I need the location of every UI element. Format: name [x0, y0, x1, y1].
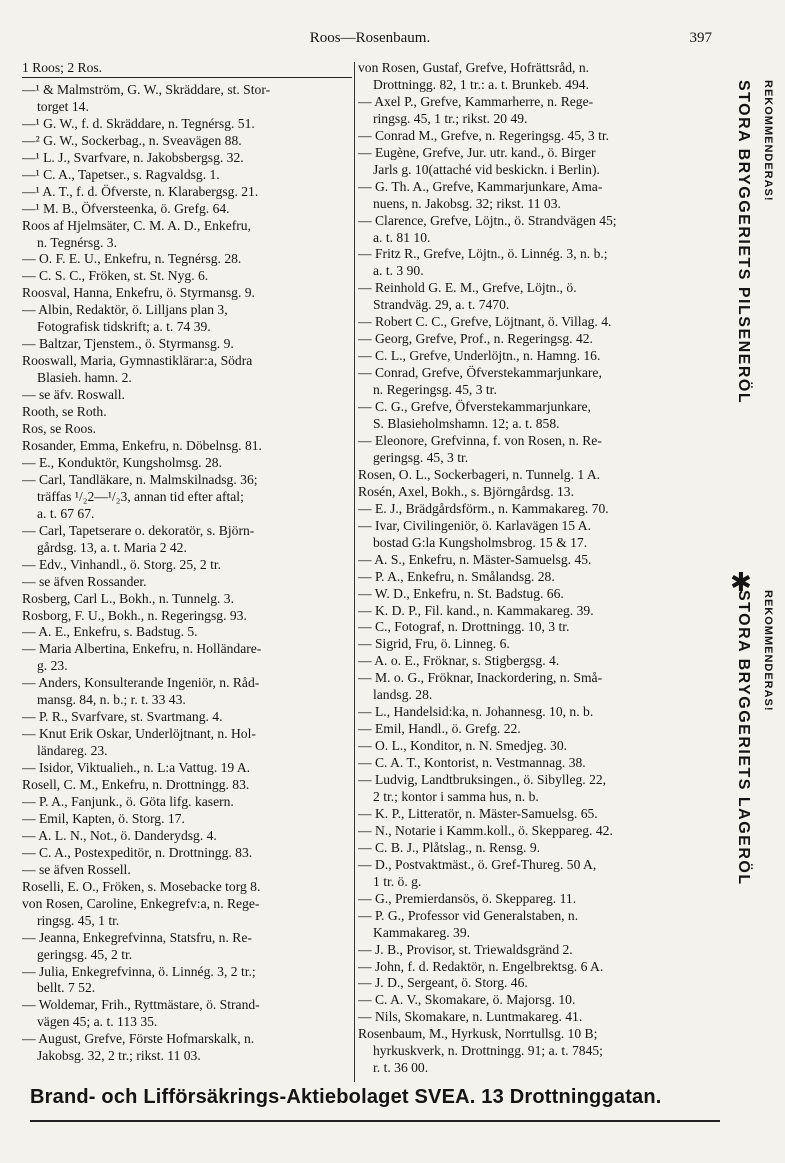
- entry-continuation-line: S. Blasieholmshamn. 12; a. t. 858.: [373, 416, 560, 432]
- entry-continuation-line: ringsg. 45, 1 tr.; rikst. 20 49.: [373, 110, 528, 126]
- directory-entry-line: Rosén, Axel, Bokh., s. Björngårdsg. 13.: [358, 483, 574, 499]
- entry-continuation-line: ländareg. 23.: [37, 743, 108, 759]
- entry-continuation-line: 2 tr.; kontor i samma hus, n. b.: [373, 788, 539, 804]
- directory-entry-line: — C. A. V., Skomakare, ö. Majorsg. 10.: [358, 992, 576, 1008]
- entry-continuation-line: Drottningg. 82, 1 tr.: a. t. Brunkeb. 494.: [373, 76, 589, 92]
- directory-entry-line: — P. A., Enkefru, n. Smålandsg. 28.: [358, 568, 555, 584]
- entry-continuation-line: mansg. 84, n. b.; r. t. 33 43.: [37, 692, 186, 708]
- side-ad-pilsner-text: STORA BRYGGERIETS PILSENERÖL: [735, 80, 752, 405]
- side-ad-lager-text: STORA BRYGGERIETS LAGERÖL: [735, 590, 752, 886]
- entry-continuation-line: torget 14.: [37, 98, 89, 114]
- directory-entry-line: von Rosen, Caroline, Enkegrefv:a, n. Rege-: [22, 895, 260, 911]
- directory-entry-line: — J. B., Provisor, st. Triewaldsgränd 2.: [358, 941, 573, 957]
- directory-entry-line: — se äfv. Roswall.: [22, 387, 125, 403]
- directory-entry-line: — K. P., Litteratör, n. Mäster-Samuelsg. 65.: [358, 805, 598, 821]
- directory-entry-line: — P. A., Fanjunk., ö. Göta lifg. kasern.: [22, 793, 234, 809]
- directory-entry-line: — Axel P., Grefve, Kammarherre, n. Rege-: [358, 93, 594, 109]
- directory-entry-line: — O. F. E. U., Enkefru, n. Tegnérsg. 28.: [22, 251, 242, 267]
- entry-continuation-line: hyrkuskverk, n. Drottningg. 91; a. t. 7845;: [373, 1043, 603, 1059]
- directory-entry-line: von Rosen, Gustaf, Grefve, Hofrättsråd, n.: [358, 60, 590, 75]
- entry-continuation-line: gårdsg. 13, a. t. Maria 2 42.: [37, 539, 187, 555]
- directory-entry-line: — Robert C. C., Grefve, Löjtnant, ö. Villag. 4.: [358, 314, 612, 330]
- directory-entry-line: — Maria Albertina, Enkefru, n. Holländare-: [22, 641, 262, 657]
- directory-entry-line: — Baltzar, Tjenstem., ö. Styrmansg. 9.: [22, 336, 234, 352]
- directory-entry-line: — Conrad, Grefve, Öfverstekammarjunkare,: [358, 365, 602, 381]
- entry-continuation-line: ringsg. 45, 1 tr.: [37, 912, 120, 928]
- directory-entry-line: — Anders, Konsulterande Ingeniör, n. Råd-: [22, 675, 260, 691]
- directory-entry-line: — Knut Erik Oskar, Underlöjtnant, n. Hol-: [22, 726, 256, 742]
- entry-continuation-line: bostad G:la Kungsholmsbrog. 15 & 17.: [373, 534, 588, 550]
- directory-entry-line: — A. L. N., Not., ö. Danderydsg. 4.: [22, 827, 217, 843]
- directory-entry-line: — C. G., Grefve, Öfverstekammarjunkare,: [358, 399, 591, 415]
- directory-entry-line: Rosell, C. M., Enkefru, n. Drottningg. 83.: [22, 777, 250, 793]
- side-ad-lager-sub: REKOMMENDERAS!: [762, 590, 774, 712]
- directory-entry-line: — Eugène, Grefve, Jur. utr. kand., ö. Birger: [358, 144, 596, 160]
- directory-entry-line: — Sigrid, Fru, ö. Linneg. 6.: [358, 636, 510, 652]
- directory-entry-line: — W. D., Enkefru, n. St. Badstug. 66.: [358, 585, 564, 601]
- directory-entry-line: — Georg, Grefve, Prof., n. Regeringsg. 42.: [358, 331, 593, 347]
- directory-entry-line: — M. o. G., Fröknar, Inackordering, n. Små-: [358, 670, 603, 686]
- directory-entry-line: Ros, se Roos.: [22, 421, 97, 437]
- entry-continuation-line: Strandväg. 29, a. t. 7470.: [373, 297, 510, 313]
- directory-entry-line: — C. A. T., Kontorist, n. Vestmannag. 38.: [358, 755, 586, 771]
- directory-entry-line: — John, f. d. Redaktör, n. Engelbrektsg. 6 A.: [358, 958, 604, 974]
- directory-entry-line: — D., Postvaktmäst., ö. Gref-Thureg. 50 A,: [358, 856, 597, 872]
- directory-entry-line: — A. S., Enkefru, n. Mäster-Samuelsg. 45.: [358, 551, 592, 567]
- entry-continuation-line: vägen 45; a. t. 113 35.: [37, 1014, 158, 1030]
- directory-entry-line: Rosen, O. L., Sockerbageri, n. Tunnelg. 1 A.: [358, 466, 601, 482]
- directory-entry-line: — J. D., Sergeant, ö. Storg. 46.: [358, 975, 528, 991]
- side-ad-pilsner-sub: REKOMMENDERAS!: [762, 80, 774, 202]
- directory-entry-line: — Isidor, Viktualieh., n. L:a Vattug. 19 A.: [22, 760, 251, 776]
- directory-entry-line: — Carl, Tandläkare, n. Malmskilnadsg. 36;: [22, 471, 258, 487]
- directory-entry-line: — C. A., Postexpeditör, n. Drottningg. 83.: [22, 844, 253, 860]
- entry-continuation-line: bellt. 7 52.: [37, 980, 96, 996]
- directory-entry-line: Rooth, se Roth.: [22, 404, 107, 420]
- directory-entry-line: — A. E., Enkefru, s. Badstug. 5.: [22, 624, 198, 640]
- directory-entry-line: — Ivar, Civilingeniör, ö. Karlavägen 15 A.: [358, 517, 591, 533]
- directory-entry-line: — Julia, Enkegrefvinna, ö. Linnég. 3, 2 tr.;: [22, 963, 256, 979]
- directory-entry-line: — P. R., Svarfvare, st. Svartmang. 4.: [22, 709, 223, 725]
- directory-entry-line: Roosval, Hanna, Enkefru, ö. Styrmansg. 9.: [22, 285, 255, 301]
- entry-continuation-line: geringsg. 45, 2 tr.: [37, 946, 133, 962]
- entry-continuation-line: a. t. 3 90.: [373, 263, 424, 279]
- directory-entry-line: — August, Grefve, Förste Hofmarskalk, n.: [22, 1031, 255, 1047]
- directory-entry-line: — Fritz R., Grefve, Löjtn., ö. Linnég. 3, n. b.;: [358, 246, 608, 262]
- directory-entry-line: — Clarence, Grefve, Löjtn., ö. Strandvägen 45;: [358, 212, 617, 228]
- directory-entry-line: — C., Fotograf, n. Drottningg. 10, 3 tr.: [358, 619, 570, 635]
- entry-continuation-line: Jakobsg. 32, 2 tr.; rikst. 11 03.: [37, 1048, 201, 1064]
- directory-entry-line: — Jeanna, Enkegrefvinna, Statsfru, n. Re-: [22, 929, 252, 945]
- directory-entry-line: — Edv., Vinhandl., ö. Storg. 25, 2 tr.: [22, 556, 222, 572]
- entry-continuation-line: träffas ¹/₂2—¹/₂3, annan tid efter aftal;: [37, 488, 244, 504]
- directory-entry-line: — Emil, Kapten, ö. Storg. 17.: [22, 810, 185, 826]
- entry-continuation-line: n. Tegnérsg. 3.: [37, 234, 117, 250]
- entry-continuation-line: Blasieh. hamn. 2.: [37, 370, 132, 386]
- directory-entry-line: — K. D. P., Fil. kand., n. Kammakareg. 39.: [358, 602, 594, 618]
- directory-entry-line: 1 Roos; 2 Ros.: [22, 60, 352, 78]
- entry-continuation-line: n. Regeringsg. 45, 3 tr.: [373, 382, 497, 398]
- directory-entry-line: — N., Notarie i Kamm.koll., ö. Skeppareg. 42.: [358, 822, 613, 838]
- directory-entry-line: — G., Premierdansös, ö. Skeppareg. 11.: [358, 890, 577, 906]
- directory-entry-line: Roselli, E. O., Fröken, s. Mosebacke torg 8.: [22, 878, 261, 894]
- page-number: 397: [689, 30, 712, 46]
- directory-entry-line: — Conrad M., Grefve, n. Regeringsg. 45, 3 tr.: [358, 127, 610, 143]
- side-advertisement: [716, 70, 780, 1080]
- directory-entry-line: — Woldemar, Frih., Ryttmästare, ö. Strand-: [22, 997, 260, 1013]
- directory-entry-line: — E., Konduktör, Kungsholmsg. 28.: [22, 454, 222, 470]
- entry-continuation-line: Jarls g. 10(attaché vid beskickn. i Berlin).: [373, 161, 600, 177]
- entry-continuation-line: landsg. 28.: [373, 687, 433, 703]
- directory-entry-line: — Emil, Handl., ö. Grefg. 22.: [358, 721, 521, 737]
- directory-entry-line: — C. L., Grefve, Underlöjtn., n. Hamng. 16.: [358, 348, 601, 364]
- directory-entry-line: —¹ & Malmström, G. W., Skräddare, st. Stor-: [22, 81, 271, 97]
- entry-continuation-line: g. 23.: [37, 658, 68, 674]
- directory-entry-line: — Carl, Tapetserare o. dekoratör, s. Björn-: [22, 522, 255, 538]
- directory-entry-line: —² G. W., Sockerbag., n. Sveavägen 88.: [22, 132, 242, 148]
- directory-entry-line: —¹ L. J., Svarfvare, n. Jakobsbergsg. 32.: [22, 149, 244, 165]
- asterisk-star-icon: ✱: [730, 568, 752, 598]
- directory-entry-line: — O. L., Konditor, n. N. Smedjeg. 30.: [358, 738, 568, 754]
- directory-entry-line: — se äfven Rossell.: [22, 861, 131, 877]
- entry-continuation-line: r. t. 36 00.: [373, 1060, 429, 1076]
- entry-continuation-line: Fotografisk tidskrift; a. t. 74 39.: [37, 319, 211, 335]
- entry-continuation-line: 1 tr. ö. g.: [373, 873, 422, 889]
- directory-entry-line: — A. o. E., Fröknar, s. Stigbergsg. 4.: [358, 653, 560, 669]
- directory-entry-line: — Nils, Skomakare, n. Luntmakareg. 41.: [358, 1009, 583, 1025]
- directory-entry-line: —¹ C. A., Tapetser., s. Ragvaldsg. 1.: [22, 166, 220, 182]
- directory-entry-line: — se äfven Rossander.: [22, 573, 147, 589]
- left-column: [22, 60, 352, 1065]
- directory-entry-line: Roos af Hjelmsäter, C. M. A. D., Enkefru,: [22, 217, 252, 233]
- directory-entry-line: — Ludvig, Landtbruksingen., ö. Sibylleg. 22,: [358, 772, 607, 788]
- directory-entry-line: — E. J., Brädgårdsförm., n. Kammakareg. 70.: [358, 500, 609, 516]
- directory-entry-line: Rosborg, F. U., Bokh., n. Regeringsg. 93.: [22, 607, 247, 623]
- directory-entry-line: Rooswall, Maria, Gymnastiklärar:a, Södra: [22, 353, 253, 369]
- directory-entry-line: —¹ G. W., f. d. Skräddare, n. Tegnérsg. 51.: [22, 115, 255, 131]
- entry-continuation-line: Kammakareg. 39.: [373, 924, 471, 940]
- directory-entry-line: — C. S. C., Fröken, st. St. Nyg. 6.: [22, 268, 209, 284]
- directory-entry-line: — L., Handelsid:ka, n. Johannesg. 10, n. b.: [358, 704, 594, 720]
- directory-entry-line: — Eleonore, Grefvinna, f. von Rosen, n. Re-: [358, 432, 602, 448]
- directory-entry-line: —¹ A. T., f. d. Öfverste, n. Klarabergsg. 21.: [22, 183, 259, 199]
- column-divider: [354, 62, 355, 1082]
- directory-entry-line: — P. G., Professor vid Generalstaben, n.: [358, 907, 579, 923]
- running-title: Roos—Rosenbaum.: [309, 30, 431, 46]
- entry-continuation-line: a. t. 81 10.: [373, 229, 431, 245]
- directory-entry-line: —¹ M. B., Öfversteenka, ö. Grefg. 64.: [22, 200, 230, 216]
- entry-continuation-line: nuens, n. Jakobsg. 32; rikst. 11 03.: [373, 195, 561, 211]
- directory-entry-line: — Reinhold G. E. M., Grefve, Löjtn., ö.: [358, 280, 577, 296]
- footer-advertisement: Brand- och Lifförsäkrings-Aktiebolaget SVEA. 13 Drottninggatan.: [30, 1086, 720, 1122]
- directory-entry-line: — C. B. J., Plåtslag., n. Rensg. 9.: [358, 839, 541, 855]
- directory-entry-line: — Albin, Redaktör, ö. Lilljans plan 3,: [22, 302, 228, 318]
- directory-entry-line: Rosander, Emma, Enkefru, n. Döbelnsg. 81.: [22, 437, 262, 453]
- entry-continuation-line: a. t. 67 67.: [37, 505, 95, 521]
- directory-entry-line: Rosberg, Carl L., Bokh., n. Tunnelg. 3.: [22, 590, 234, 606]
- page-header: [28, 30, 712, 52]
- right-column: [358, 60, 704, 1077]
- directory-entry-line: Rosenbaum, M., Hyrkusk, Norrtullsg. 10 B;: [358, 1026, 598, 1042]
- entry-continuation-line: geringsg. 45, 3 tr.: [373, 449, 469, 465]
- directory-entry-line: — G. Th. A., Grefve, Kammarjunkare, Ama-: [358, 178, 603, 194]
